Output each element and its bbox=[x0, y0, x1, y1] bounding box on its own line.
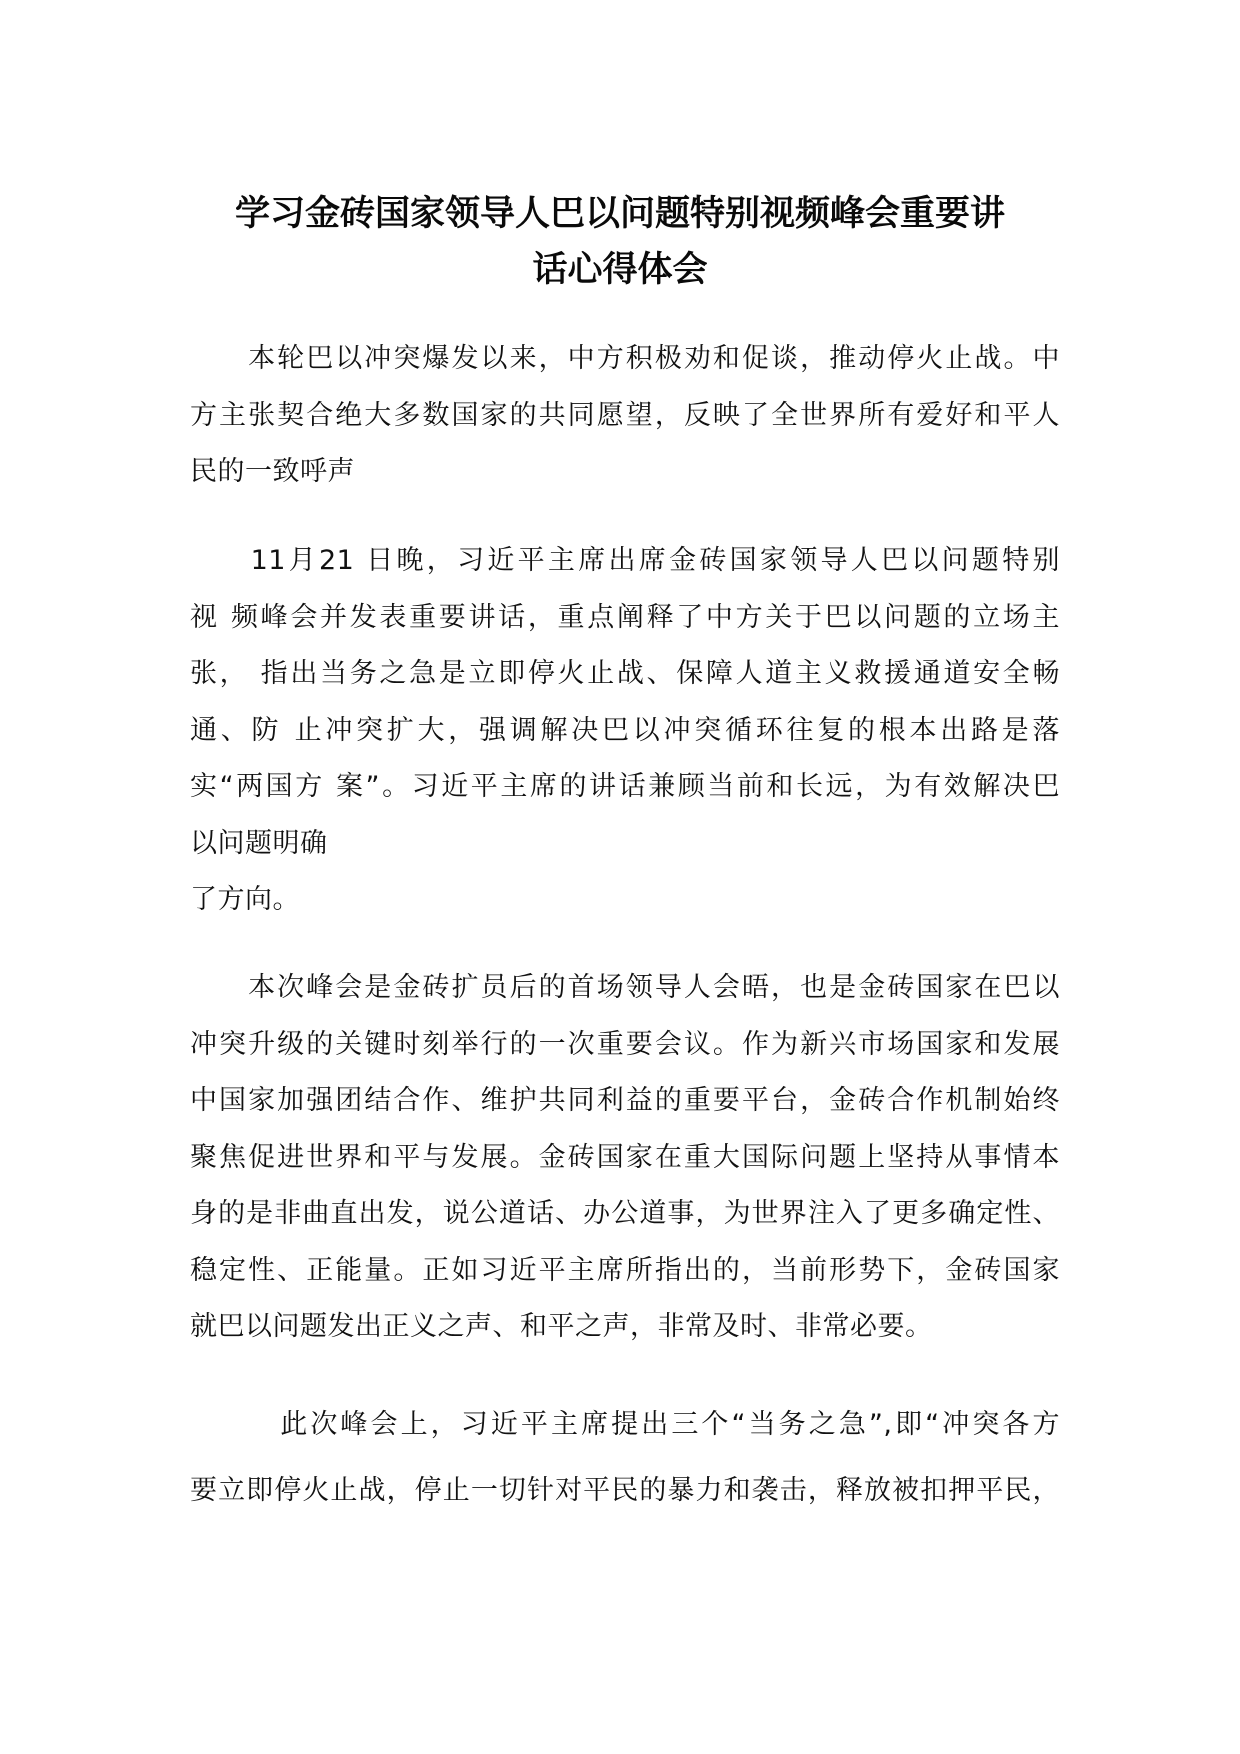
paragraph-line: 民的一致呼声 bbox=[190, 456, 355, 487]
paragraph-1 bbox=[190, 331, 1060, 501]
paragraph-line: 中国家加强团结合作、维护共同利益的重要平台，金砖合作机制始终 bbox=[190, 1085, 1060, 1116]
paragraph-line: 以问题明确 bbox=[190, 827, 328, 859]
title-line: 话心得体会 bbox=[532, 250, 708, 290]
paragraph-line: 聚焦促进世界和平与发展。金砖国家在重大国际问题上坚持从事情本 bbox=[190, 1141, 1060, 1173]
paragraph-line: 实“两国方 案”。习近平主席的讲话兼顾当前和长远，为有效解决巴 bbox=[190, 771, 1060, 802]
paragraph-line: 就巴以问题发出正义之声、和平之声，非常及时、非常必要。 bbox=[190, 1311, 933, 1342]
paragraph-line: 本次峰会是金砖扩员后的首场领导人会晤，也是金砖国家在巴以 bbox=[190, 972, 1060, 1003]
title-line: 学习金砖国家领导人巴以问题特别视频峰会重要讲 bbox=[234, 194, 1005, 234]
paragraph-line: 视 频峰会并发表重要讲话，重点阐释了中方关于巴以问题的立场主 bbox=[190, 601, 1060, 633]
paragraph-line: 通、防 止冲突扩大，强调解决巴以冲突循环往复的根本出路是落 bbox=[190, 714, 1060, 746]
paragraph-line: 要立即停火止战，停止一切针对平民的暴力和袭击，释放被扣押平民， bbox=[190, 1475, 1060, 1506]
paragraph-line: 11月21 日晚，习近平主席出席金砖国家领导人巴以问题特别 bbox=[190, 545, 1060, 576]
paragraph-3 bbox=[190, 960, 1060, 1356]
paragraph-line: 张， 指出当务之急是立即停火止战、保障人道主义救援通道安全畅 bbox=[190, 658, 1060, 689]
paragraph-line: 此次峰会上，习近平主席提出三个“当务之急”,即“冲突各方 bbox=[190, 1409, 1060, 1440]
paragraph-line: 身的是非曲直出发，说公道话、办公道事，为世界注入了更多确定性、 bbox=[190, 1198, 1060, 1229]
paragraph-line: 了方向。 bbox=[190, 884, 300, 915]
paragraph-4 bbox=[190, 1392, 1060, 1524]
paragraph-line: 方主张契合绝大多数国家的共同愿望，反映了全世界所有爱好和平人 bbox=[190, 399, 1060, 431]
document-title bbox=[150, 186, 1090, 298]
paragraph-2 bbox=[190, 533, 1060, 929]
paragraph-line: 稳定性、正能量。正如习近平主席所指出的，当前形势下，金砖国家 bbox=[190, 1254, 1060, 1286]
paragraph-line: 冲突升级的关键时刻举行的一次重要会议。作为新兴市场国家和发展 bbox=[190, 1028, 1060, 1060]
paragraph-line: 本轮巴以冲突爆发以来，中方积极劝和促谈，推动停火止战。中 bbox=[190, 343, 1060, 374]
